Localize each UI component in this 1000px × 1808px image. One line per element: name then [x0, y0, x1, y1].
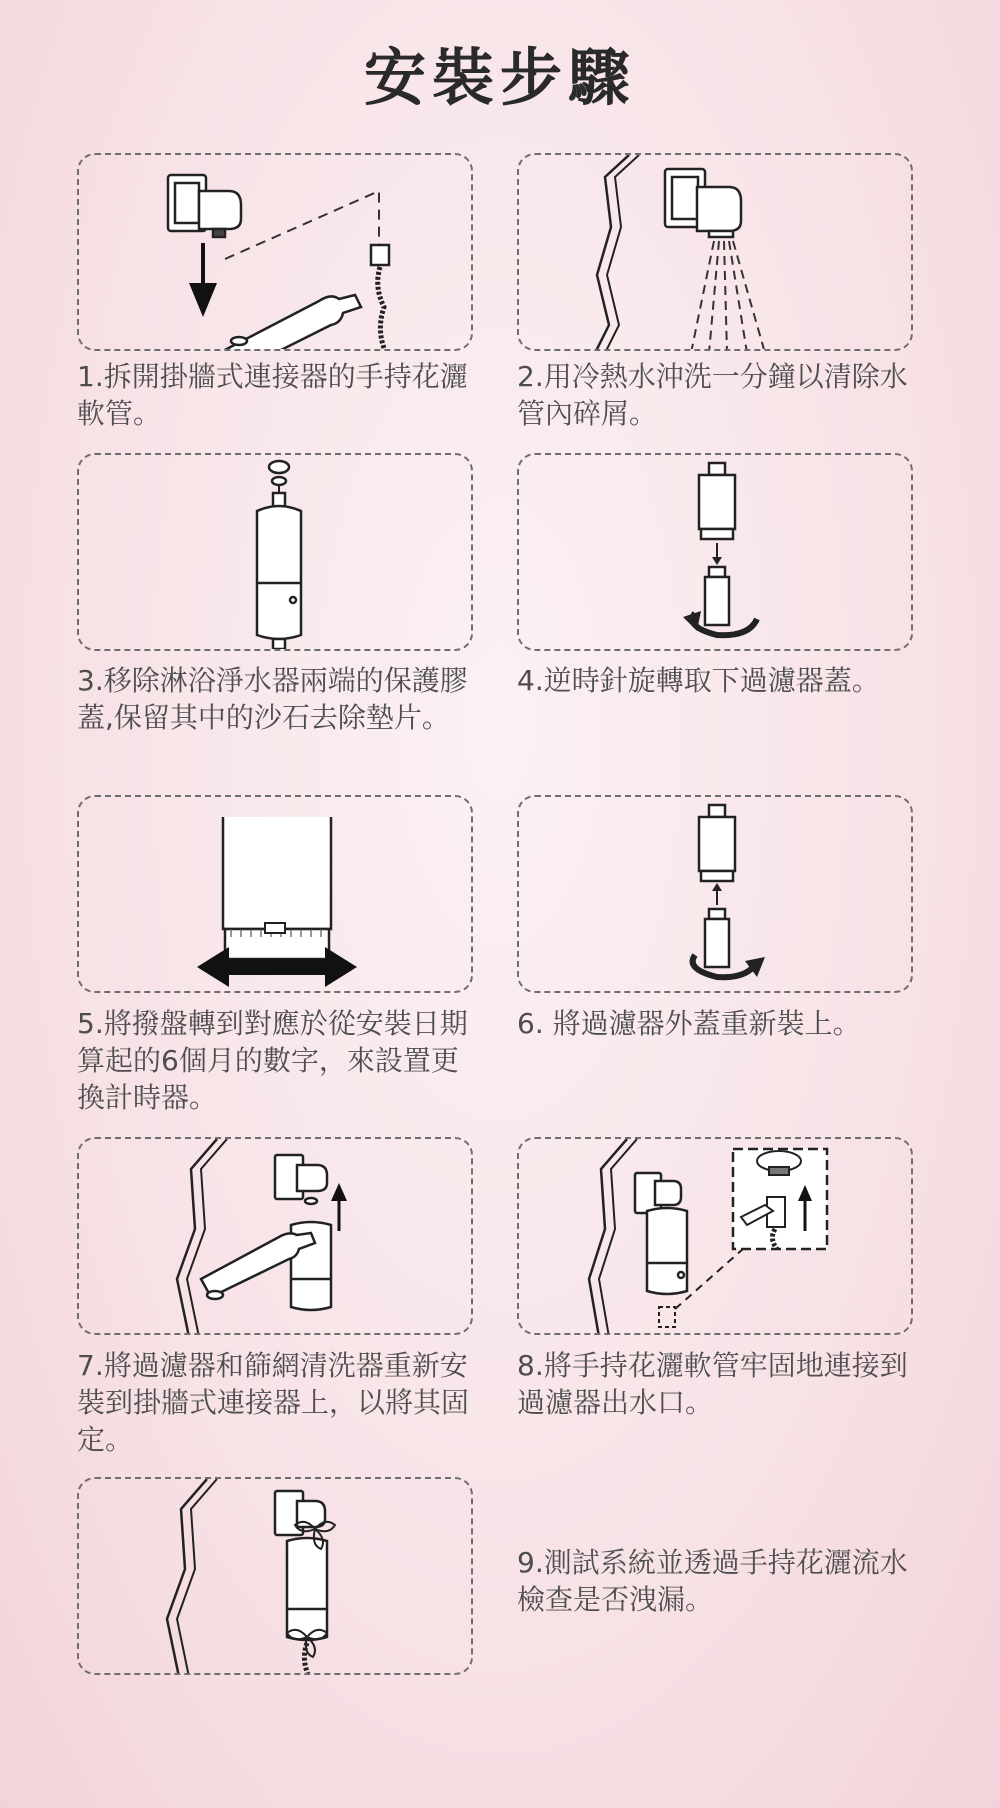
step-6-caption: 6. 將過濾器外蓋重新裝上。 — [517, 1007, 861, 1040]
step-9-caption: 9.測試系統並透過手持花灑流水檢查是否洩漏。 — [517, 1546, 908, 1616]
step-2-caption: 2.用冷熱水沖洗一分鐘以清除水管內碎屑。 — [517, 360, 908, 430]
step-1-caption: 1.拆開掛牆式連接器的手持花灑軟管。 — [77, 360, 468, 430]
timer-dial-icon — [79, 797, 473, 993]
step-2-illustration — [517, 153, 913, 351]
reinstall-filter-icon — [79, 1139, 473, 1335]
replace-cap-icon — [519, 797, 913, 993]
step-4-illustration — [517, 453, 913, 651]
leak-test-icon — [79, 1479, 473, 1675]
step-6-illustration — [517, 795, 913, 993]
step-3-caption: 3.移除淋浴淨水器兩端的保護膠蓋,保留其中的沙石去除墊片。 — [77, 664, 468, 734]
step-9-illustration — [77, 1477, 473, 1675]
filter-caps-icon — [79, 455, 473, 651]
wrench-hose-icon — [79, 155, 473, 351]
step-4-caption: 4.逆時針旋轉取下過濾器蓋。 — [517, 664, 880, 697]
connect-hose-icon — [519, 1139, 913, 1335]
step-1-illustration — [77, 153, 473, 351]
step-5-illustration — [77, 795, 473, 993]
step-8-caption: 8.將手持花灑軟管牢固地連接到過濾器出水口。 — [517, 1349, 908, 1419]
page-title: 安裝步驟 — [363, 41, 636, 114]
step-3-illustration — [77, 453, 473, 651]
step-8-illustration — [517, 1137, 913, 1335]
step-5-caption: 5.將撥盤轉到對應於從安裝日期算起的6個月的數字，來設置更換計時器。 — [77, 1007, 468, 1114]
step-7-illustration — [77, 1137, 473, 1335]
step-7-caption: 7.將過濾器和篩網清洗器重新安裝到掛牆式連接器上，以將其固定。 — [77, 1349, 470, 1456]
water-flush-icon — [519, 155, 913, 351]
unscrew-cap-icon — [519, 455, 913, 651]
